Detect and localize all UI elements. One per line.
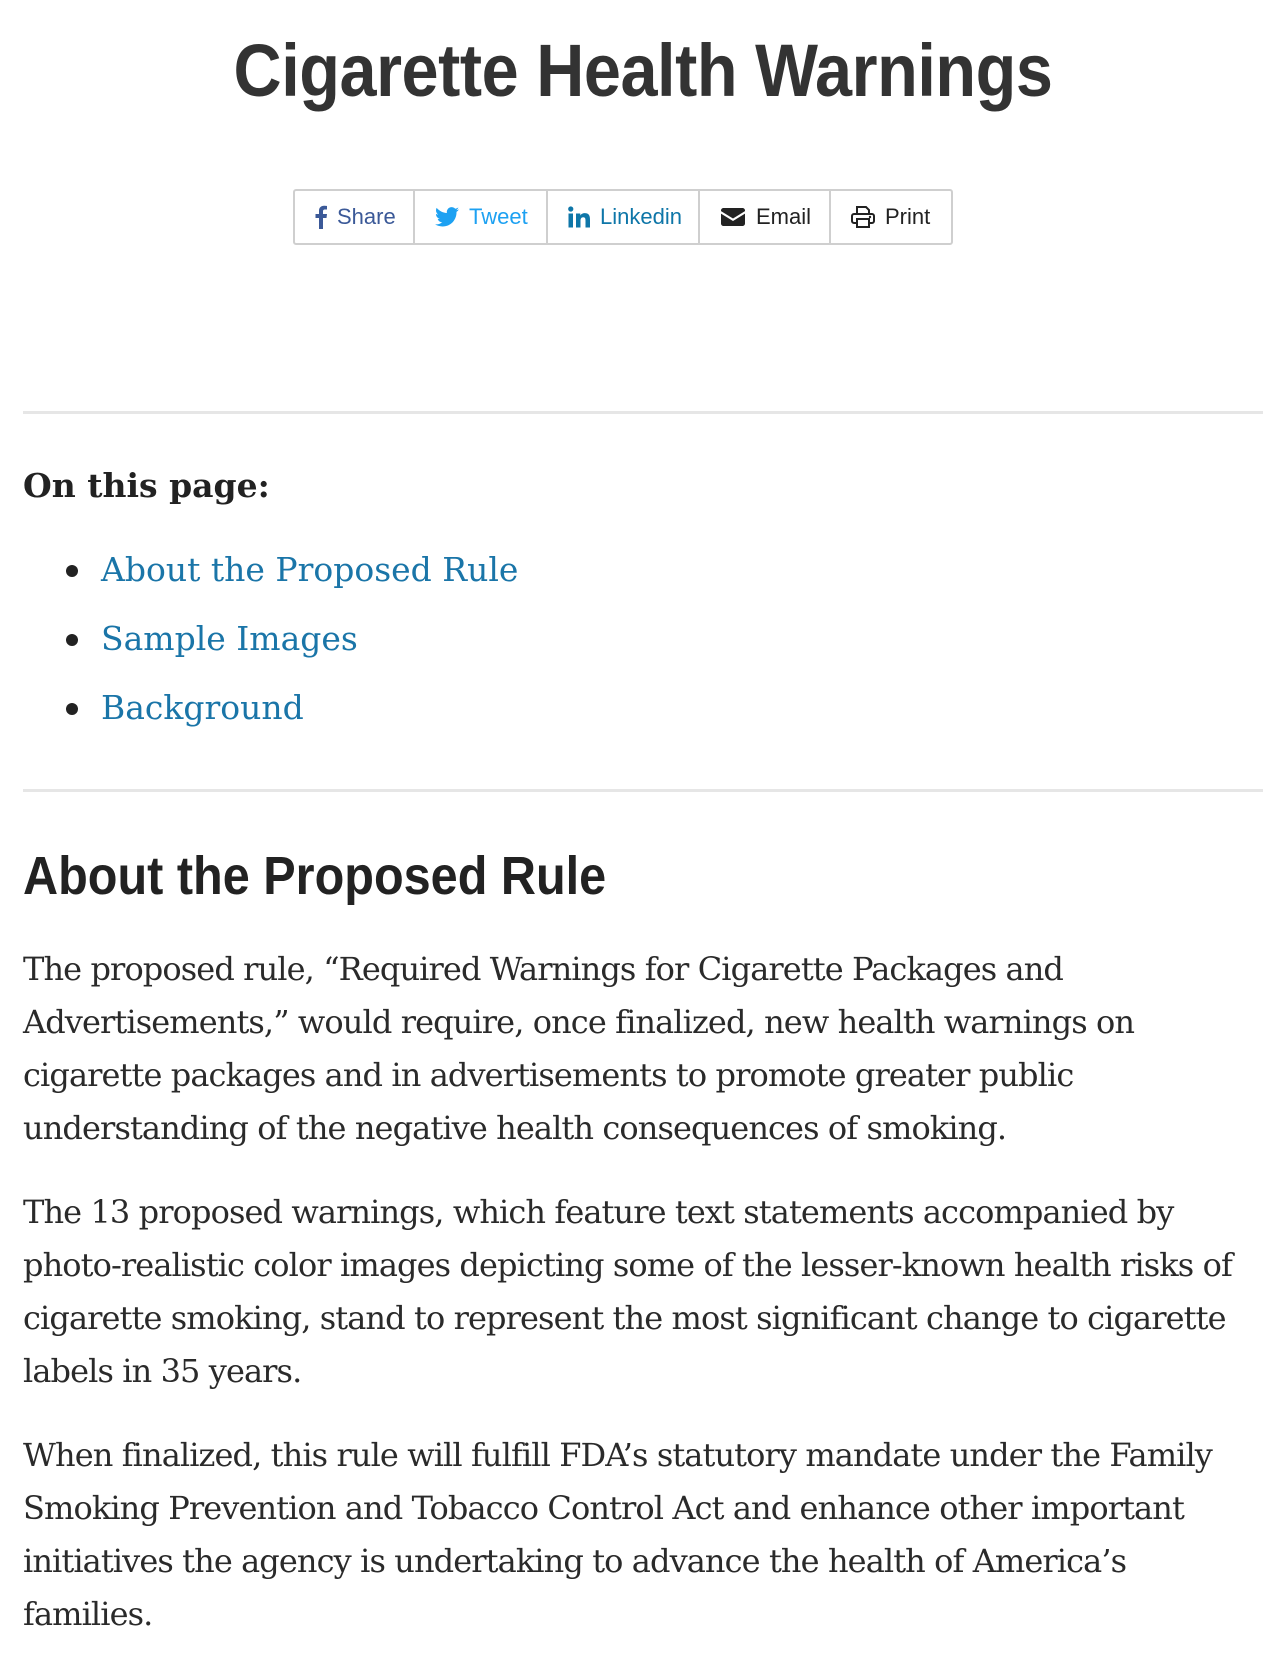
- facebook-share-button[interactable]: [295, 191, 415, 243]
- toc-list: [23, 548, 518, 755]
- bullet-icon: [66, 565, 78, 577]
- share-bar: [293, 189, 953, 245]
- share-label: Share: [337, 204, 396, 229]
- paragraph: The 13 proposed warnings, which feature text statements accompanied by photo-realistic color images depicting some of the lesser-known health risks of cigarette smoking, stand to represent the most significant change to cigarette labels in 35 years.: [23, 1193, 1232, 1390]
- toc-heading: On this page:: [23, 466, 270, 505]
- toc-item: [23, 548, 518, 617]
- toc-link-sample-images[interactable]: Sample Images: [101, 619, 358, 658]
- paragraph: The proposed rule, “Required Warnings for Cigarette Packages and Advertisements,” would require, once finalized, new health warnings on cigarette packages and in advertisements to promote greater public understanding of the negative health consequences of smoking.: [23, 950, 1135, 1147]
- toc-item: [23, 617, 518, 686]
- print-label: Print: [885, 204, 931, 229]
- divider: [23, 789, 1263, 792]
- facebook-icon: [315, 205, 327, 229]
- tweet-label: Tweet: [469, 204, 528, 229]
- page-title: Cigarette Health Warnings: [233, 29, 1053, 112]
- twitter-icon: [435, 207, 459, 227]
- print-button[interactable]: [831, 191, 951, 243]
- tweet-button[interactable]: [415, 191, 548, 243]
- email-label: Email: [756, 204, 812, 229]
- toc-link-about-proposed-rule[interactable]: About the Proposed Rule: [101, 550, 519, 589]
- toc-item: [23, 686, 518, 755]
- printer-icon: [851, 206, 875, 228]
- linkedin-share-button[interactable]: [548, 191, 700, 243]
- bullet-icon: [66, 634, 78, 646]
- email-share-button[interactable]: [700, 191, 831, 243]
- divider: [23, 411, 1263, 414]
- linkedin-icon: [568, 206, 590, 228]
- linkedin-label: Linkedin: [600, 204, 682, 229]
- envelope-icon: [720, 207, 746, 227]
- paragraph: When finalized, this rule will fulfill FDA’s statutory mandate under the Family Smoking Prevention and Tobacco Control Act and enhance other important initiatives the agency is undertaking to advance the health of America’s families.: [23, 1436, 1212, 1633]
- toc-link-background[interactable]: Background: [101, 688, 304, 727]
- section-heading: About the Proposed Rule: [23, 846, 607, 906]
- bullet-icon: [66, 703, 78, 715]
